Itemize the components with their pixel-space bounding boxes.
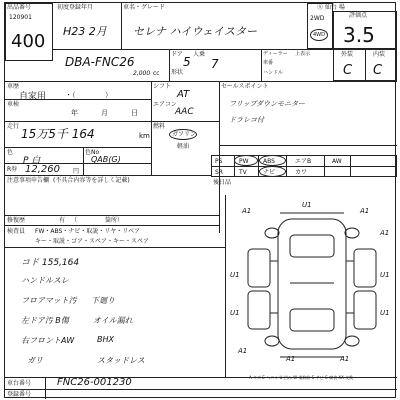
cc-unit: cc	[153, 70, 160, 77]
door-label: ドア	[171, 51, 183, 58]
car-outline	[230, 201, 395, 371]
inspector-note-4: 左ドア汚 B傷	[21, 316, 69, 325]
fuel-label: 燃料	[153, 123, 166, 130]
inspector-note-3: フロアマット汚	[21, 296, 77, 305]
rear-label: 後日品	[213, 179, 232, 186]
equip-aw: AW	[332, 158, 342, 165]
selling-point-2: ドラレコ付	[229, 116, 264, 124]
shaken-year: 年	[71, 109, 78, 117]
inspector-label: 検査員	[7, 228, 26, 235]
usage-value: 自家用	[19, 92, 47, 102]
score-value: 3.5	[343, 23, 375, 47]
shaken-month: 月	[101, 109, 108, 117]
selling-point-1: フリップダウンモニター	[229, 100, 305, 108]
inspector-note-r4: スタッドレス	[97, 356, 145, 365]
selected-abs-circle	[259, 155, 286, 166]
inspector-note-5: 右フロントAW	[21, 336, 75, 345]
cc-value: 2,000	[133, 70, 151, 77]
fuel-value: ガソリン	[172, 131, 197, 138]
shaken-label: 車検	[7, 101, 20, 108]
door-value: 5	[183, 55, 191, 69]
mission-label: シフト	[153, 83, 172, 90]
aircon-label: エアコン	[153, 101, 177, 108]
inspector-options-1: FW・ABS・ナビ・取説・リヤ・リベア	[35, 228, 141, 235]
equip-ps: PS	[215, 158, 223, 165]
notes-subtitle: (不具合内容等を詳しく記載)	[53, 177, 130, 184]
diagram-label-7: U1	[230, 309, 240, 317]
color-no-label: 色No	[85, 149, 100, 156]
reg-year-value: H23 2月	[63, 25, 107, 38]
color-value: P 白	[23, 156, 41, 166]
chassis-value: FNC26-001230	[57, 377, 132, 388]
diagram-legend: A-キズ E-ヘコミ U-凹み W-補修跡 S-サビ C-腐食 XX-交換	[249, 375, 354, 380]
lot-number: 400	[11, 31, 46, 52]
equip-tv: TV	[239, 169, 247, 176]
model-label: 車名・グレード	[123, 4, 166, 11]
inspector-options-2: キー・取説・ゴア・スペア・キー・スペア	[35, 238, 150, 245]
diagram-label-5: U1	[230, 271, 240, 279]
diagram-label-9: A1	[286, 355, 296, 363]
diagram-label-2: U1	[302, 201, 312, 209]
passenger-value: 7	[211, 57, 219, 71]
mission-value: AT	[177, 89, 190, 100]
score-label: 評価点	[349, 12, 368, 19]
dealer-right: 上表示	[295, 51, 311, 57]
fuel-value-2: 軽油	[177, 143, 190, 150]
recycle-unit: 円	[73, 168, 80, 175]
repair-part: 箇所	[105, 217, 118, 224]
model-value: セレナ ハイウェイスター	[133, 25, 257, 38]
inspector-note-r2: オイル漏れ	[93, 316, 133, 325]
inspector-note-r1: 下廻り	[91, 296, 115, 305]
color-label: 色	[7, 149, 14, 156]
inspector-note-2: ハンドルスレ	[21, 276, 69, 285]
passenger-label: 人乗	[193, 51, 206, 58]
recycle-value: 12,260	[25, 164, 60, 175]
reg-label: 登録番号	[7, 391, 32, 398]
dealer-label: ディーラー	[263, 51, 288, 57]
recycle-label: R券	[7, 166, 18, 173]
aircon-value: AAC	[175, 107, 194, 117]
diagram-label-1: A1	[242, 207, 252, 215]
mileage-value: 15万5千 164	[21, 127, 95, 141]
lot-label: 出品番号	[7, 4, 32, 11]
shape-label: 形状	[171, 69, 184, 76]
inspector-note-6: ガリ	[27, 356, 43, 365]
color-no-value: QAB(G)	[91, 155, 121, 164]
mileage-label: 走行	[7, 123, 20, 130]
model-code-label: 車番	[263, 60, 274, 66]
diagram-label-10: U1	[380, 309, 390, 317]
equip-navi: ナビ	[263, 169, 276, 176]
equip-abs: ABS	[263, 158, 275, 165]
inspector-note-1: コド 155,164	[21, 258, 80, 268]
chassis-label: 車台番号	[7, 380, 32, 387]
lot-code: 120901	[9, 14, 32, 21]
diagram-label-3: A1	[360, 207, 370, 215]
selected-drive-circle: 4WD	[310, 29, 328, 41]
equip-airbag: エアB	[295, 158, 312, 165]
equip-leather: カワ	[295, 169, 308, 176]
handle-label: ハンドル	[263, 70, 284, 76]
repair-at: 有	[59, 217, 66, 224]
diagram-label-11: A1	[340, 355, 350, 363]
car-damage-diagram	[230, 201, 395, 371]
type-value: DBA-FNC26	[65, 55, 135, 69]
notes-label: 注意事項申告欄	[7, 177, 50, 184]
auction-mark: Ⓢ 仙台 場	[317, 4, 345, 11]
diagram-label-6: U1	[380, 271, 390, 279]
diagram-label-4: A1	[380, 229, 390, 237]
reg-year-label: 初度登録年月	[57, 4, 94, 11]
mileage-unit: km	[139, 132, 150, 140]
equip-sr: SR	[215, 169, 223, 176]
exterior-grade: C	[343, 63, 353, 78]
diagram-label-8: A1	[238, 347, 248, 355]
exterior-label: 外装	[341, 51, 354, 58]
equip-pw: PW	[239, 158, 249, 165]
repair-label: 修復歴	[7, 217, 26, 224]
interior-label: 内装	[373, 51, 386, 58]
drive-label: 2WD	[310, 15, 325, 22]
interior-grade: C	[373, 63, 383, 78]
selected-pw-circle	[234, 155, 258, 166]
usage-label: 車歴	[7, 83, 20, 90]
inspector-note-r3: BHX	[97, 335, 114, 344]
selling-points-label: セールスポイント	[221, 83, 269, 90]
selected-navi-circle	[259, 166, 286, 177]
shaken-day: 日	[131, 109, 138, 117]
auction-sheet: 出品番号 120901 400 初度登録年月 H23 2月 車名・グレード セレナ ハイウェイスター 2WD 4WD Ⓢ 仙台 場 評価点 3.5 DBA-FNC26 2,000 cc ドア 5 人乗 7 形状 ディーラー 上表示 車番 ハンドル 外装 内装 C C 車歴 自家用 ・（ ） シフト AT セールスポイント フリップダウンモニター ドラレコ付 車検 年 月 日 エアコン AAC 走行 15万5千 164 km 燃料 ガソリン 軽油 色 P 白 色No QAB(G) R券 12,260 円 PS PW ABS エアB AW SR TV ナビ カワ 後日品 注意事項申告欄 (不具合内容等を詳しく記載) 修復歴 有 （ 箇所 ） 検査員 FW・ABS・ナビ・取説・リヤ・リベア キー・取説・ゴア・スペア・キー・スペア コド 155,164 ハンドルスレ フロアマット汚 左ドア汚 B傷 右フロントAW ガリ 下廻り オイル漏れ BHX スタッドレス A1 U1 A1 A1 U1 U1 U1 A1 A1 U1 A1 A-キズ E-ヘコミ U-凹み W-補修跡 S-サビ C-腐食 XX-交換 車台番号 FNC26-001230 登録番号	[4, 2, 396, 398]
